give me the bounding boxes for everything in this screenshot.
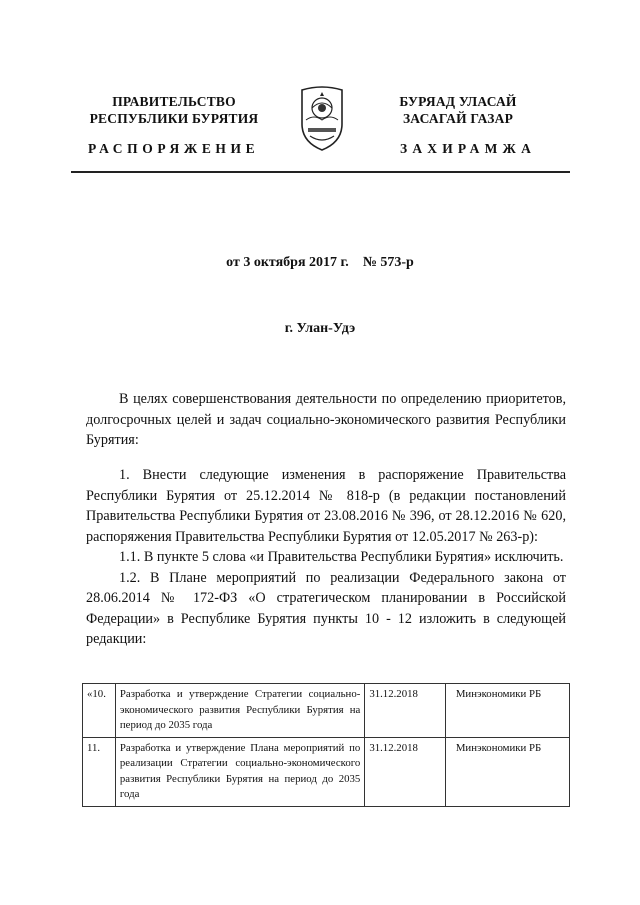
header-right-line2: ЗАСАГАЙ ГАЗАР — [402, 111, 514, 126]
header-right — [370, 93, 546, 127]
row-number: 11. — [83, 737, 116, 806]
document-date: от 3 октября 2017 г. — [226, 255, 349, 270]
header-left — [80, 93, 268, 127]
table-row — [83, 737, 570, 806]
header-left-line1: ПРАВИТЕЛЬСТВО — [112, 94, 236, 109]
row-text: Разработка и утверждение Плана мероприятий по реализации Стратегии социально-экономического развития Республики Бурятия на период до 2035 года — [115, 737, 364, 806]
row-text: Разработка и утверждение Стратегии социально-экономического развития Республики Бурятия на период до 2035 года — [115, 684, 364, 738]
table-row — [83, 684, 570, 738]
items-block — [86, 465, 566, 650]
coat-of-arms-emblem — [298, 84, 346, 152]
document-date-number — [0, 255, 640, 271]
preamble-paragraph: В целях совершенствования деятельности по определению приоритетов, долгосрочных целей и задач социально-экономического развития Республики Бурятия: — [86, 391, 566, 448]
header-divider — [71, 171, 570, 173]
row-organization: Минэкономики РБ — [445, 737, 569, 806]
item-1-1-paragraph: 1.1. В пункте 5 слова «и Правительства Республики Бурятия» исключить. — [119, 549, 564, 565]
header-left-line2: РЕСПУБЛИКИ БУРЯТИЯ — [89, 111, 259, 126]
row-date: 31.12.2018 — [365, 737, 446, 806]
row-organization: Минэкономики РБ — [445, 684, 569, 738]
plan-table — [82, 683, 570, 807]
item-1-2-paragraph: 1.2. В Плане мероприятий по реализации Федерального закона от 28.06.2014 № 172-ФЗ «О стратегическом планировании в Российской Федерации» в Республике Бурятия пункты 10 - 12 изложить в следующей редакции: — [86, 569, 566, 647]
preamble-block — [86, 389, 566, 451]
row-number: «10. — [83, 684, 116, 738]
row-date: 31.12.2018 — [365, 684, 446, 738]
header-left-doc-type: РАСПОРЯЖЕНИЕ — [88, 141, 260, 156]
document-number: № 573-р — [362, 255, 414, 270]
item-1-paragraph: 1. Внести следующие изменения в распоряжение Правительства Республики Бурятия от 25.12.2014 № 818-р (в редакции постановлений Правительства Республики Бурятия от 23.08.2016 № 396, от 28.12.2016 № 620, распоряжения Правительства Республики Бурятия от 12.05.2017 № 263-р): — [86, 467, 566, 545]
header-right-line1: БУРЯАД УЛАСАЙ — [399, 94, 517, 109]
document-city: г. Улан-Удэ — [284, 321, 356, 336]
header-right-doc-type: ЗАХИРАМЖА — [400, 141, 537, 156]
